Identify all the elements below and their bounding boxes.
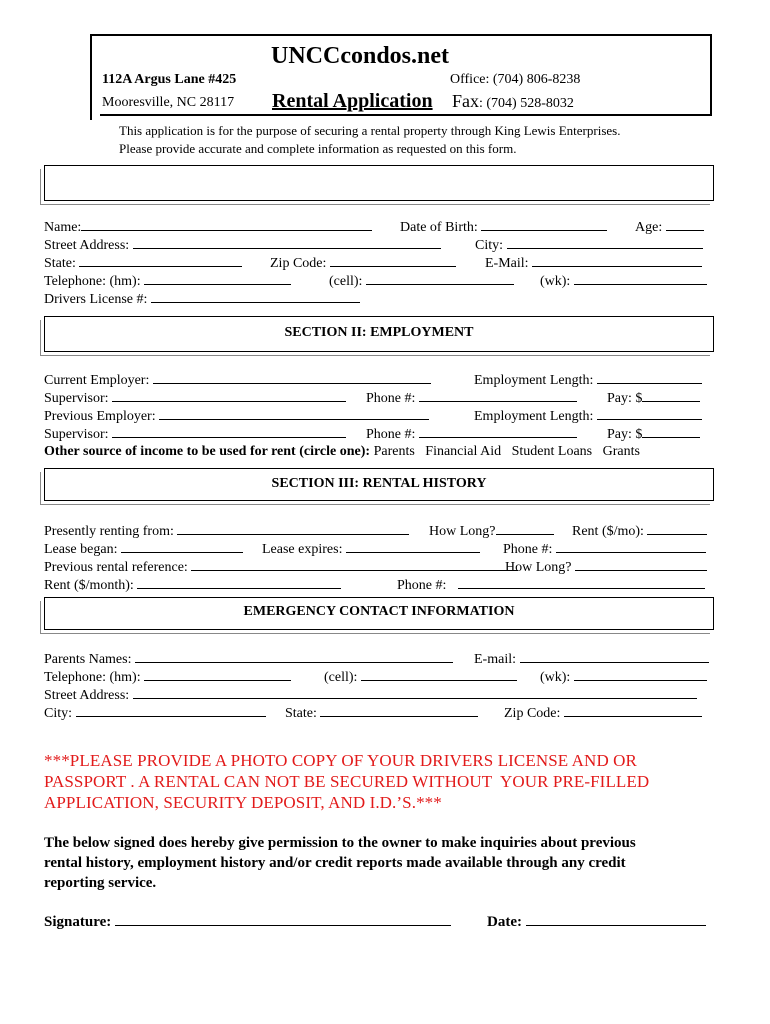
lease-began-input-line[interactable] [121, 540, 243, 553]
lease-expires-label: Lease expires: [262, 542, 343, 557]
rent-mo-input-line[interactable] [647, 522, 707, 535]
telephone-hm-label: Telephone: (hm): [44, 274, 141, 289]
office-phone: Office: (704) 806-8238 [450, 72, 581, 87]
supervisor-row [44, 389, 346, 408]
lease-phone-input-line[interactable] [556, 540, 706, 553]
current-employer-input-line[interactable] [153, 371, 431, 384]
cell-row [329, 272, 514, 291]
consent-line-1: The below signed does hereby give permission to the owner to make inquiries about previous [44, 835, 636, 851]
parents-names-input-line[interactable] [135, 650, 453, 663]
pay-2-row [607, 425, 700, 444]
supervisor-2-phone-row [366, 425, 577, 444]
age-row [635, 218, 704, 237]
rent-month-row [44, 576, 341, 595]
rent-month-label: Rent ($/month): [44, 578, 134, 593]
consent-line-3: reporting service. [44, 875, 157, 891]
emergency-state-input-line[interactable] [320, 704, 478, 717]
section-ii-box [44, 316, 714, 352]
form-title: Rental Application [272, 90, 433, 112]
employment-length-2-row [474, 407, 702, 426]
pay-2-input-line[interactable] [642, 425, 700, 438]
parents-names-row [44, 650, 453, 669]
header-box-bottom-rule [100, 114, 712, 116]
lease-expires-row [262, 540, 480, 559]
license-label: Drivers License #: [44, 292, 148, 307]
emergency-zip-label: Zip Code: [504, 706, 561, 721]
fax-number: : (704) 528-8032 [479, 96, 574, 111]
notice-line-1: ***PLEASE PROVIDE A PHOTO COPY OF YOUR DRIVERS LICENSE AND OR [44, 751, 637, 770]
how-long-input-line[interactable] [496, 522, 554, 535]
how-long-label: How Long? [429, 524, 496, 539]
presently-renting-label: Presently renting from: [44, 524, 174, 539]
previous-employer-row [44, 407, 429, 426]
date-input-line[interactable] [526, 912, 706, 926]
notice-line-3: APPLICATION, SECURITY DEPOSIT, AND I.D.’S.*** [44, 793, 442, 812]
cell-label: (cell): [329, 274, 363, 289]
emergency-street-input-line[interactable] [133, 686, 697, 699]
emergency-zip-input-line[interactable] [564, 704, 702, 717]
employment-length-label: Employment Length: [474, 373, 594, 388]
emergency-zip-row [504, 704, 702, 723]
dob-row [400, 218, 607, 237]
signature-label: Signature: [44, 914, 112, 930]
zip-row [270, 254, 456, 273]
lease-began-label: Lease began: [44, 542, 118, 557]
supervisor-phone-row [366, 389, 577, 408]
wk-label: (wk): [540, 274, 571, 289]
how-long-2-row [505, 558, 707, 577]
how-long-2-label: How Long? [505, 560, 572, 575]
emergency-email-row [474, 650, 709, 669]
fax-line [452, 91, 574, 114]
license-row [44, 290, 360, 309]
supervisor-2-phone-input-line[interactable] [419, 425, 577, 438]
company-address-line1: 112A Argus Lane #425 [102, 72, 237, 87]
employment-length-2-input-line[interactable] [597, 407, 702, 420]
employment-length-row [474, 371, 702, 390]
telephone-row [44, 272, 291, 291]
previous-reference-row [44, 558, 518, 577]
lease-phone-row [503, 540, 706, 559]
state-label: State: [44, 256, 76, 271]
other-income-row [44, 443, 640, 461]
emergency-cell-row [324, 668, 517, 687]
emergency-box [44, 597, 714, 630]
current-employer-label: Current Employer: [44, 373, 150, 388]
lease-expires-input-line[interactable] [346, 540, 480, 553]
emergency-cell-input-line[interactable] [361, 668, 517, 681]
previous-reference-label: Previous rental reference: [44, 560, 188, 575]
supervisor-input-line[interactable] [112, 389, 346, 402]
emergency-email-label: E-mail: [474, 652, 516, 667]
supervisor-2-phone-label: Phone #: [366, 427, 416, 442]
zip-input-line[interactable] [330, 254, 456, 267]
email-label: E-Mail: [485, 256, 529, 271]
date-row [487, 912, 706, 932]
supervisor-phone-input-line[interactable] [419, 389, 577, 402]
emergency-wk-label: (wk): [540, 670, 571, 685]
section-iii-title: SECTION III: RENTAL HISTORY [271, 476, 487, 491]
age-label: Age: [635, 220, 663, 235]
employment-length-input-line[interactable] [597, 371, 702, 384]
rent-mo-label: Rent ($/mo): [572, 524, 644, 539]
intro-line-2: Please provide accurate and complete information as requested on this form. [119, 141, 517, 156]
name-input-line[interactable] [81, 218, 372, 231]
rent-month-phone-input-line[interactable] [458, 576, 705, 589]
city-row [475, 236, 703, 255]
emergency-cell-label: (cell): [324, 670, 358, 685]
previous-employer-input-line[interactable] [159, 407, 429, 420]
city-label: City: [475, 238, 504, 253]
emergency-email-input-line[interactable] [520, 650, 709, 663]
how-long-row [429, 522, 554, 541]
employment-length-2-label: Employment Length: [474, 409, 594, 424]
age-input-line[interactable] [666, 218, 704, 231]
telephone-hm-input-line[interactable] [144, 272, 291, 285]
section-iii-box [44, 468, 714, 501]
name-label: Name: [44, 220, 82, 235]
signature-row [44, 912, 451, 932]
supervisor-2-input-line[interactable] [112, 425, 346, 438]
street-input-line[interactable] [133, 236, 441, 249]
state-row [44, 254, 242, 273]
street-label: Street Address: [44, 238, 130, 253]
date-label: Date: [487, 914, 522, 930]
emergency-state-row [285, 704, 478, 723]
email-row [485, 254, 702, 273]
presently-renting-row [44, 522, 409, 541]
company-address-line2: Mooresville, NC 28117 [102, 95, 235, 110]
emergency-telephone-row [44, 668, 291, 687]
dob-label: Date of Birth: [400, 220, 478, 235]
emergency-city-label: City: [44, 706, 73, 721]
pay-2-label: Pay: $ [607, 427, 643, 442]
other-income-options[interactable]: Parents Financial Aid Student Loans Grants [373, 444, 640, 459]
signature-input-line[interactable] [115, 912, 451, 926]
rent-month-phone-row [397, 576, 705, 595]
emergency-telephone-input-line[interactable] [144, 668, 291, 681]
zip-label: Zip Code: [270, 256, 327, 271]
fax-label: Fax [452, 91, 479, 111]
rent-mo-row [572, 522, 707, 541]
pay-label: Pay: $ [607, 391, 643, 406]
pay-input-line[interactable] [642, 389, 700, 402]
consent-line-2: rental history, employment history and/or credit reports made available through any credit [44, 855, 626, 871]
supervisor-label: Supervisor: [44, 391, 109, 406]
wk-row [540, 272, 707, 291]
presently-renting-input-line[interactable] [177, 522, 409, 535]
wk-input-line[interactable] [574, 272, 707, 285]
lease-phone-label: Phone #: [503, 542, 553, 557]
rent-month-input-line[interactable] [137, 576, 341, 589]
cell-input-line[interactable] [366, 272, 514, 285]
email-input-line[interactable] [532, 254, 702, 267]
section-ii-title: SECTION II: EMPLOYMENT [284, 325, 474, 340]
emergency-title: EMERGENCY CONTACT INFORMATION [243, 604, 515, 619]
notice-line-2: PASSPORT . A RENTAL CAN NOT BE SECURED WITHOUT YOUR PRE-FILLED [44, 772, 650, 791]
how-long-2-input-line[interactable] [575, 558, 707, 571]
supervisor-phone-label: Phone #: [366, 391, 416, 406]
name-row [44, 218, 372, 237]
lease-began-row [44, 540, 243, 559]
intro-line-1: This application is for the purpose of securing a rental property through King Lewis Enterprises. [119, 123, 621, 138]
previous-reference-input-line[interactable] [191, 558, 518, 571]
dob-input-line[interactable] [481, 218, 607, 231]
emergency-state-label: State: [285, 706, 317, 721]
section-i-box [44, 165, 714, 201]
previous-employer-label: Previous Employer: [44, 409, 156, 424]
supervisor-2-row [44, 425, 346, 444]
emergency-wk-row [540, 668, 707, 687]
street-row [44, 236, 441, 255]
emergency-city-input-line[interactable] [76, 704, 266, 717]
rent-month-phone-label: Phone #: [397, 578, 447, 593]
city-input-line[interactable] [507, 236, 703, 249]
site-title: UNCCcondos.net [271, 43, 450, 69]
supervisor-2-label: Supervisor: [44, 427, 109, 442]
emergency-city-row [44, 704, 266, 723]
pay-row [607, 389, 700, 408]
state-input-line[interactable] [79, 254, 242, 267]
emergency-street-row [44, 686, 697, 705]
parents-names-label: Parents Names: [44, 652, 132, 667]
header-box-left-tick [90, 112, 92, 120]
emergency-telephone-label: Telephone: (hm): [44, 670, 141, 685]
current-employer-row [44, 371, 431, 390]
license-input-line[interactable] [151, 290, 360, 303]
emergency-wk-input-line[interactable] [574, 668, 707, 681]
emergency-street-label: Street Address: [44, 688, 130, 703]
other-income-label: Other source of income to be used for rent (circle one): [44, 444, 371, 459]
